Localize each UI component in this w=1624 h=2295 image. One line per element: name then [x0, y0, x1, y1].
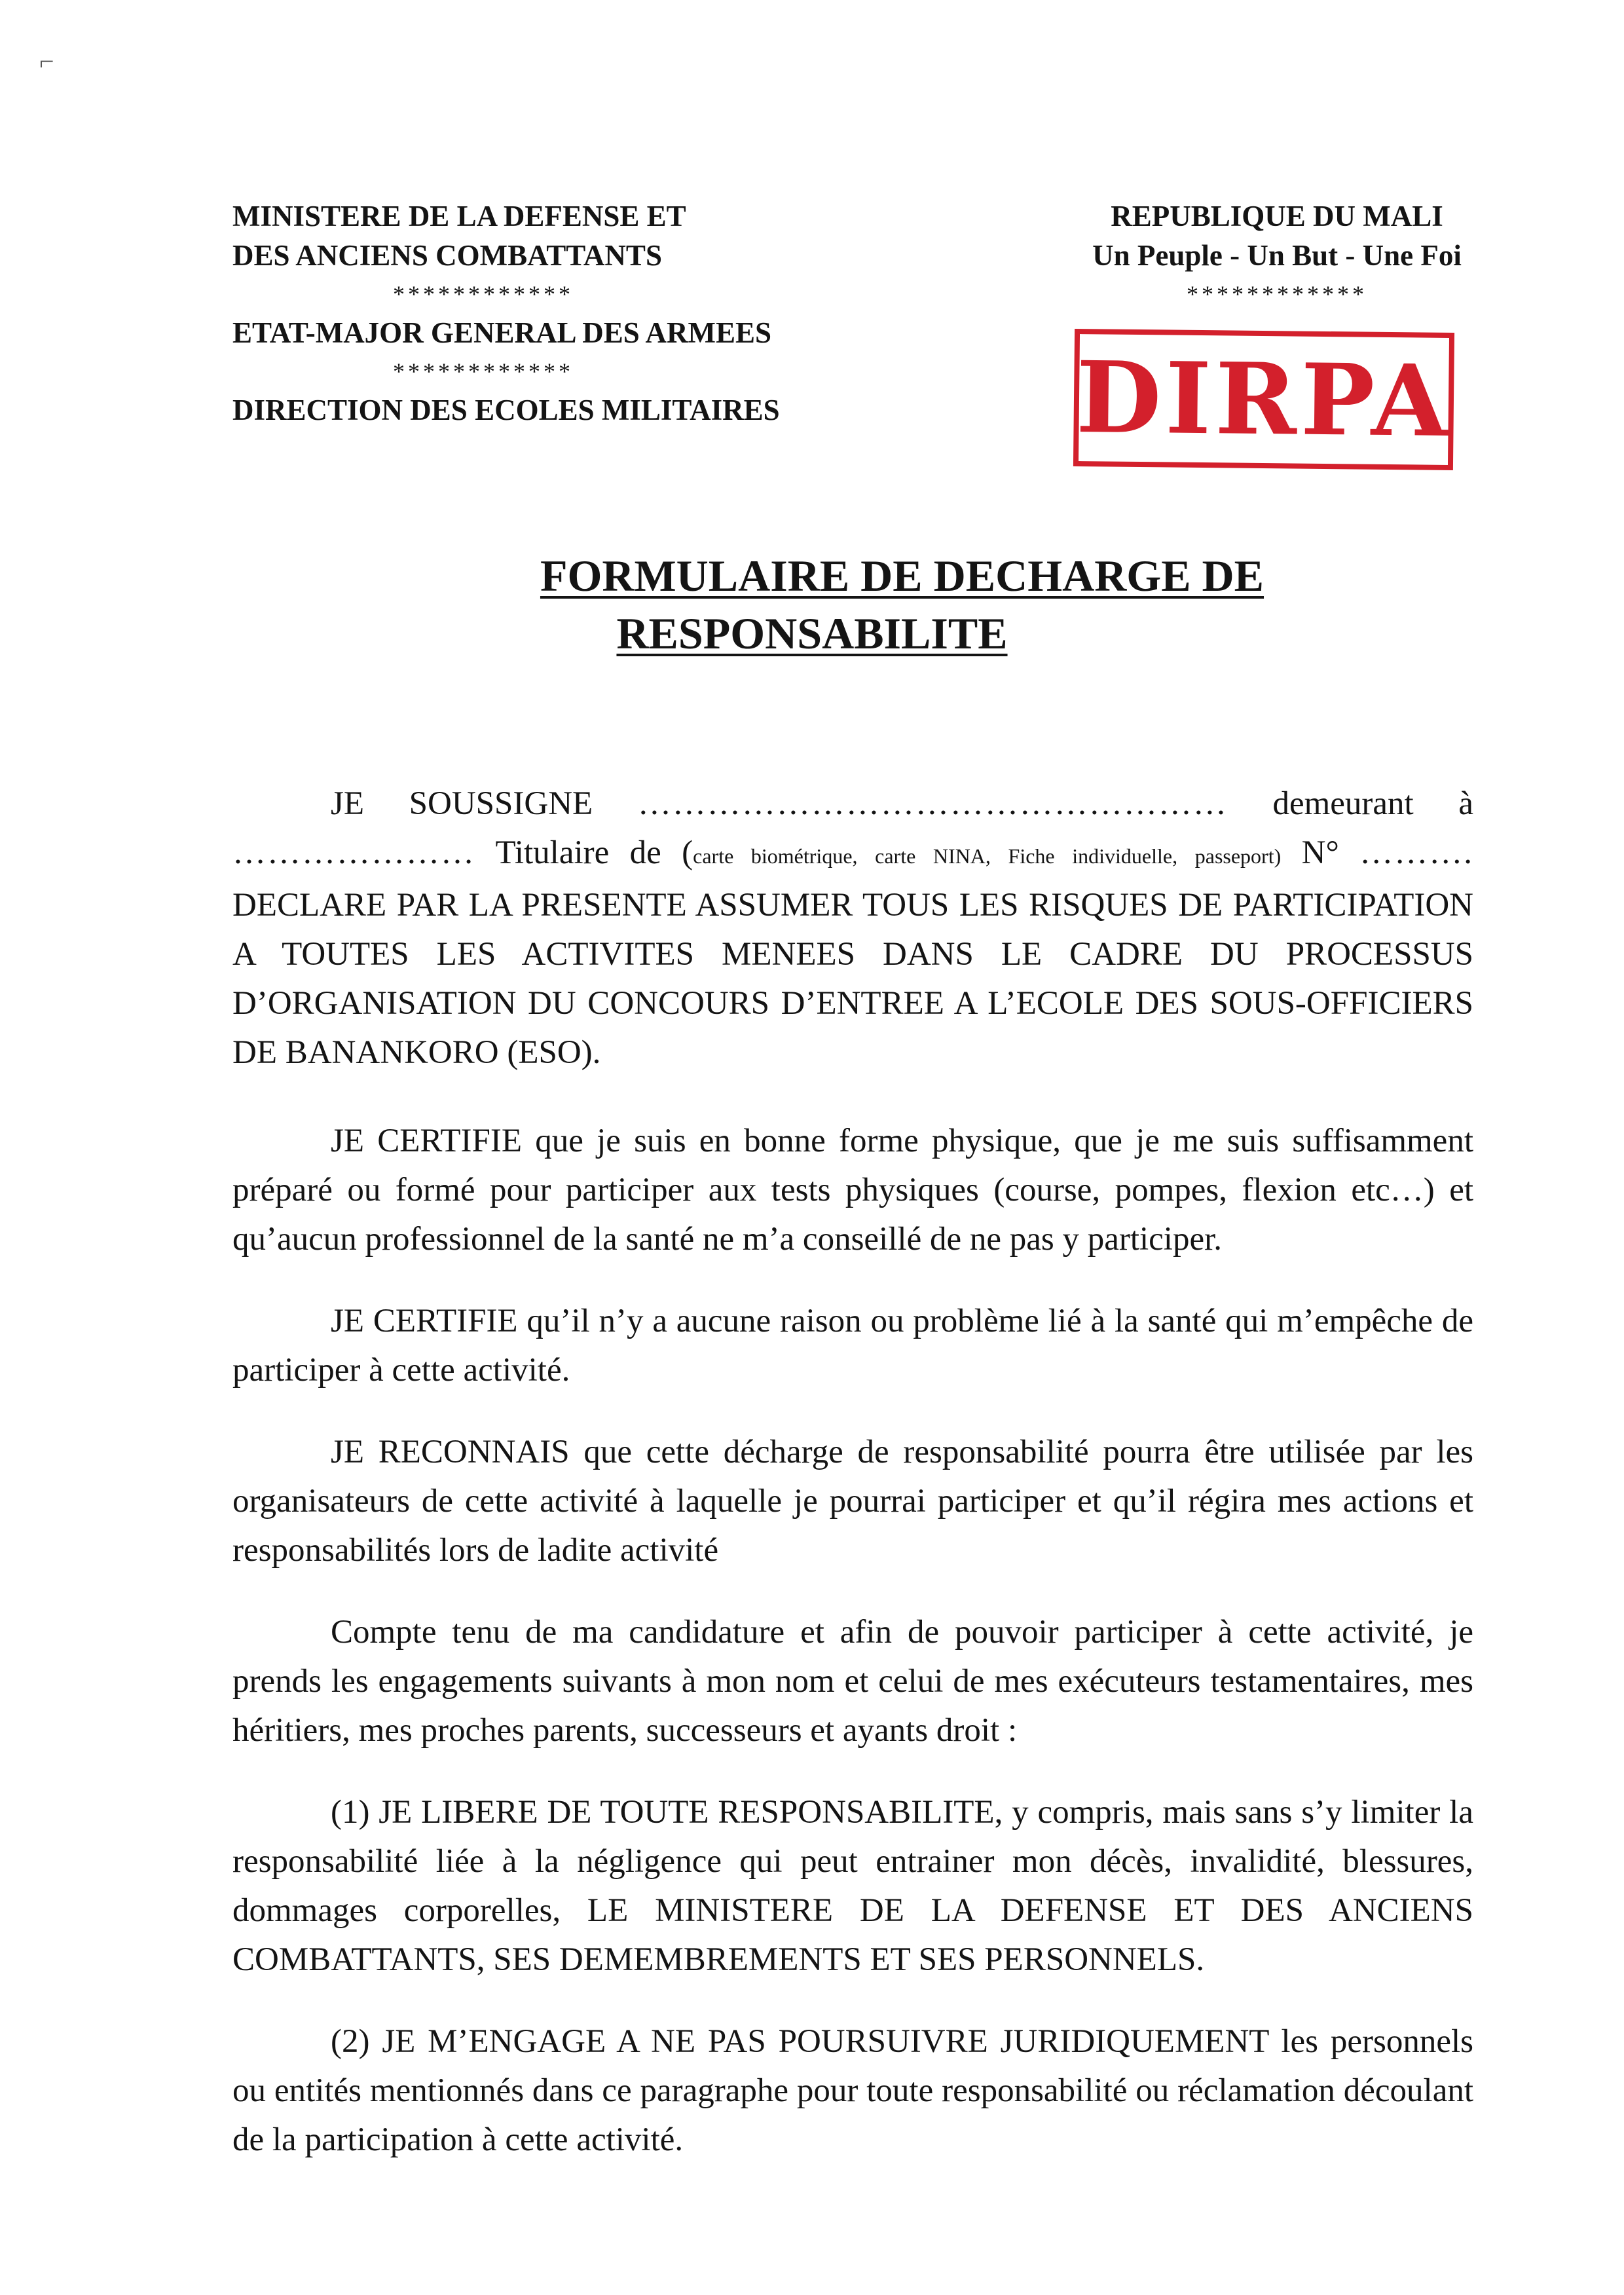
separator-stars-1: ************ [393, 281, 574, 307]
name-blank: …………………………………………… [637, 785, 1228, 822]
form-title-line-2: RESPONSABILITE [616, 608, 1008, 658]
paragraph-physical-fitness: JE CERTIFIE que je suis en bonne forme physique, que je me suis suffisamment préparé ou formé pour participer aux tests physiques (course, pompes, flexion etc…) et qu’aucun professionnel de la santé ne m’a conseillé de ne pas y participer. [232, 1123, 1473, 1258]
dirpa-stamp-text: DIRPA [1075, 340, 1452, 459]
paragraph-health: JE CERTIFIE qu’il n’y a aucune raison ou problème lié à la santé qui m’empêche de participer à cette activité. [232, 1303, 1473, 1389]
republic-motto: Un Peuple - Un But - Une Foi [1092, 239, 1462, 272]
form-title-line-1: FORMULAIRE DE DECHARGE DE [540, 551, 1264, 601]
form-title [0, 547, 1624, 662]
number-blank: ………. [1359, 834, 1473, 871]
id-types-text: carte biométrique, carte NINA, Fiche individuelle, passeport) [693, 844, 1282, 868]
paragraph-acknowledgement: JE RECONNAIS que cette décharge de responsabilité pourra être utilisée par les organisateurs de cette activité à laquelle je pourrai participer et qu’il régira mes actions et responsabilités lors de ladite activité [232, 1434, 1473, 1569]
declaration-paragraph [232, 779, 1473, 1077]
form-body [232, 779, 1473, 2197]
declaration-lead: JE SOUSSIGNE [331, 785, 593, 822]
paragraph-release-liability: (1) JE LIBERE DE TOUTE RESPONSABILITE, y compris, mais sans s’y limiter la responsabilité liée à la négligence qui peut entrainer mon décès, invalidité, blessures, dommages corporelles, LE MINISTERE DE LA DEFENSE ET DES ANCIENS COMBATTANTS, SES DEMEMBREMENTS ET SES PERSONNELS. [232, 1794, 1473, 1978]
scan-mark: ⌐ [39, 47, 54, 76]
separator-stars-3: ************ [1187, 281, 1367, 307]
separator-stars-2: ************ [393, 358, 574, 384]
paragraph-commitments: Compte tenu de ma candidature et afin de pouvoir participer à cette activité, je prends les engagements suivants à mon nom et celui de mes exécuteurs testamentaires, mes héritiers, mes proches parents, successeurs et ayants droit : [232, 1614, 1473, 1749]
ministry-line-4: DIRECTION DES ECOLES MILITAIRES [232, 394, 780, 426]
declaration-statement: DECLARE PAR LA PRESENTE ASSUMER TOUS LES RISQUES DE PARTICIPATION A TOUTES LES ACTIVITES MENEES DANS LE CADRE DU PROCESSUS D’ORGANISATION DU CONCOURS D’ENTREE A L’ECOLE DES SOUS-OFFICIERS DE BANANKORO (ESO). [232, 887, 1473, 1071]
republic-header [1022, 196, 1532, 313]
number-label: N° [1301, 834, 1339, 871]
ministry-line-2: DES ANCIENS COMBATTANTS [232, 239, 662, 272]
residence-blank: ………………… [232, 834, 475, 871]
paragraph-no-legal-action: (2) JE M’ENGAGE A NE PAS POURSUIVRE JURIDIQUEMENT les personnels ou entités mentionnés dans ce paragraphe pour toute responsabilité ou réclamation découlant de la participation à cette activité. [232, 2023, 1473, 2158]
ministry-line-1: MINISTERE DE LA DEFENSE ET [232, 200, 686, 233]
republic-name: REPUBLIQUE DU MALI [1111, 200, 1443, 233]
residence-label: demeurant à [1272, 785, 1473, 822]
dirpa-stamp [1073, 329, 1454, 470]
ministry-line-3: ETAT-MAJOR GENERAL DES ARMEES [232, 316, 772, 349]
ministry-header [232, 196, 887, 430]
holder-label: Titulaire de ( [495, 834, 693, 871]
